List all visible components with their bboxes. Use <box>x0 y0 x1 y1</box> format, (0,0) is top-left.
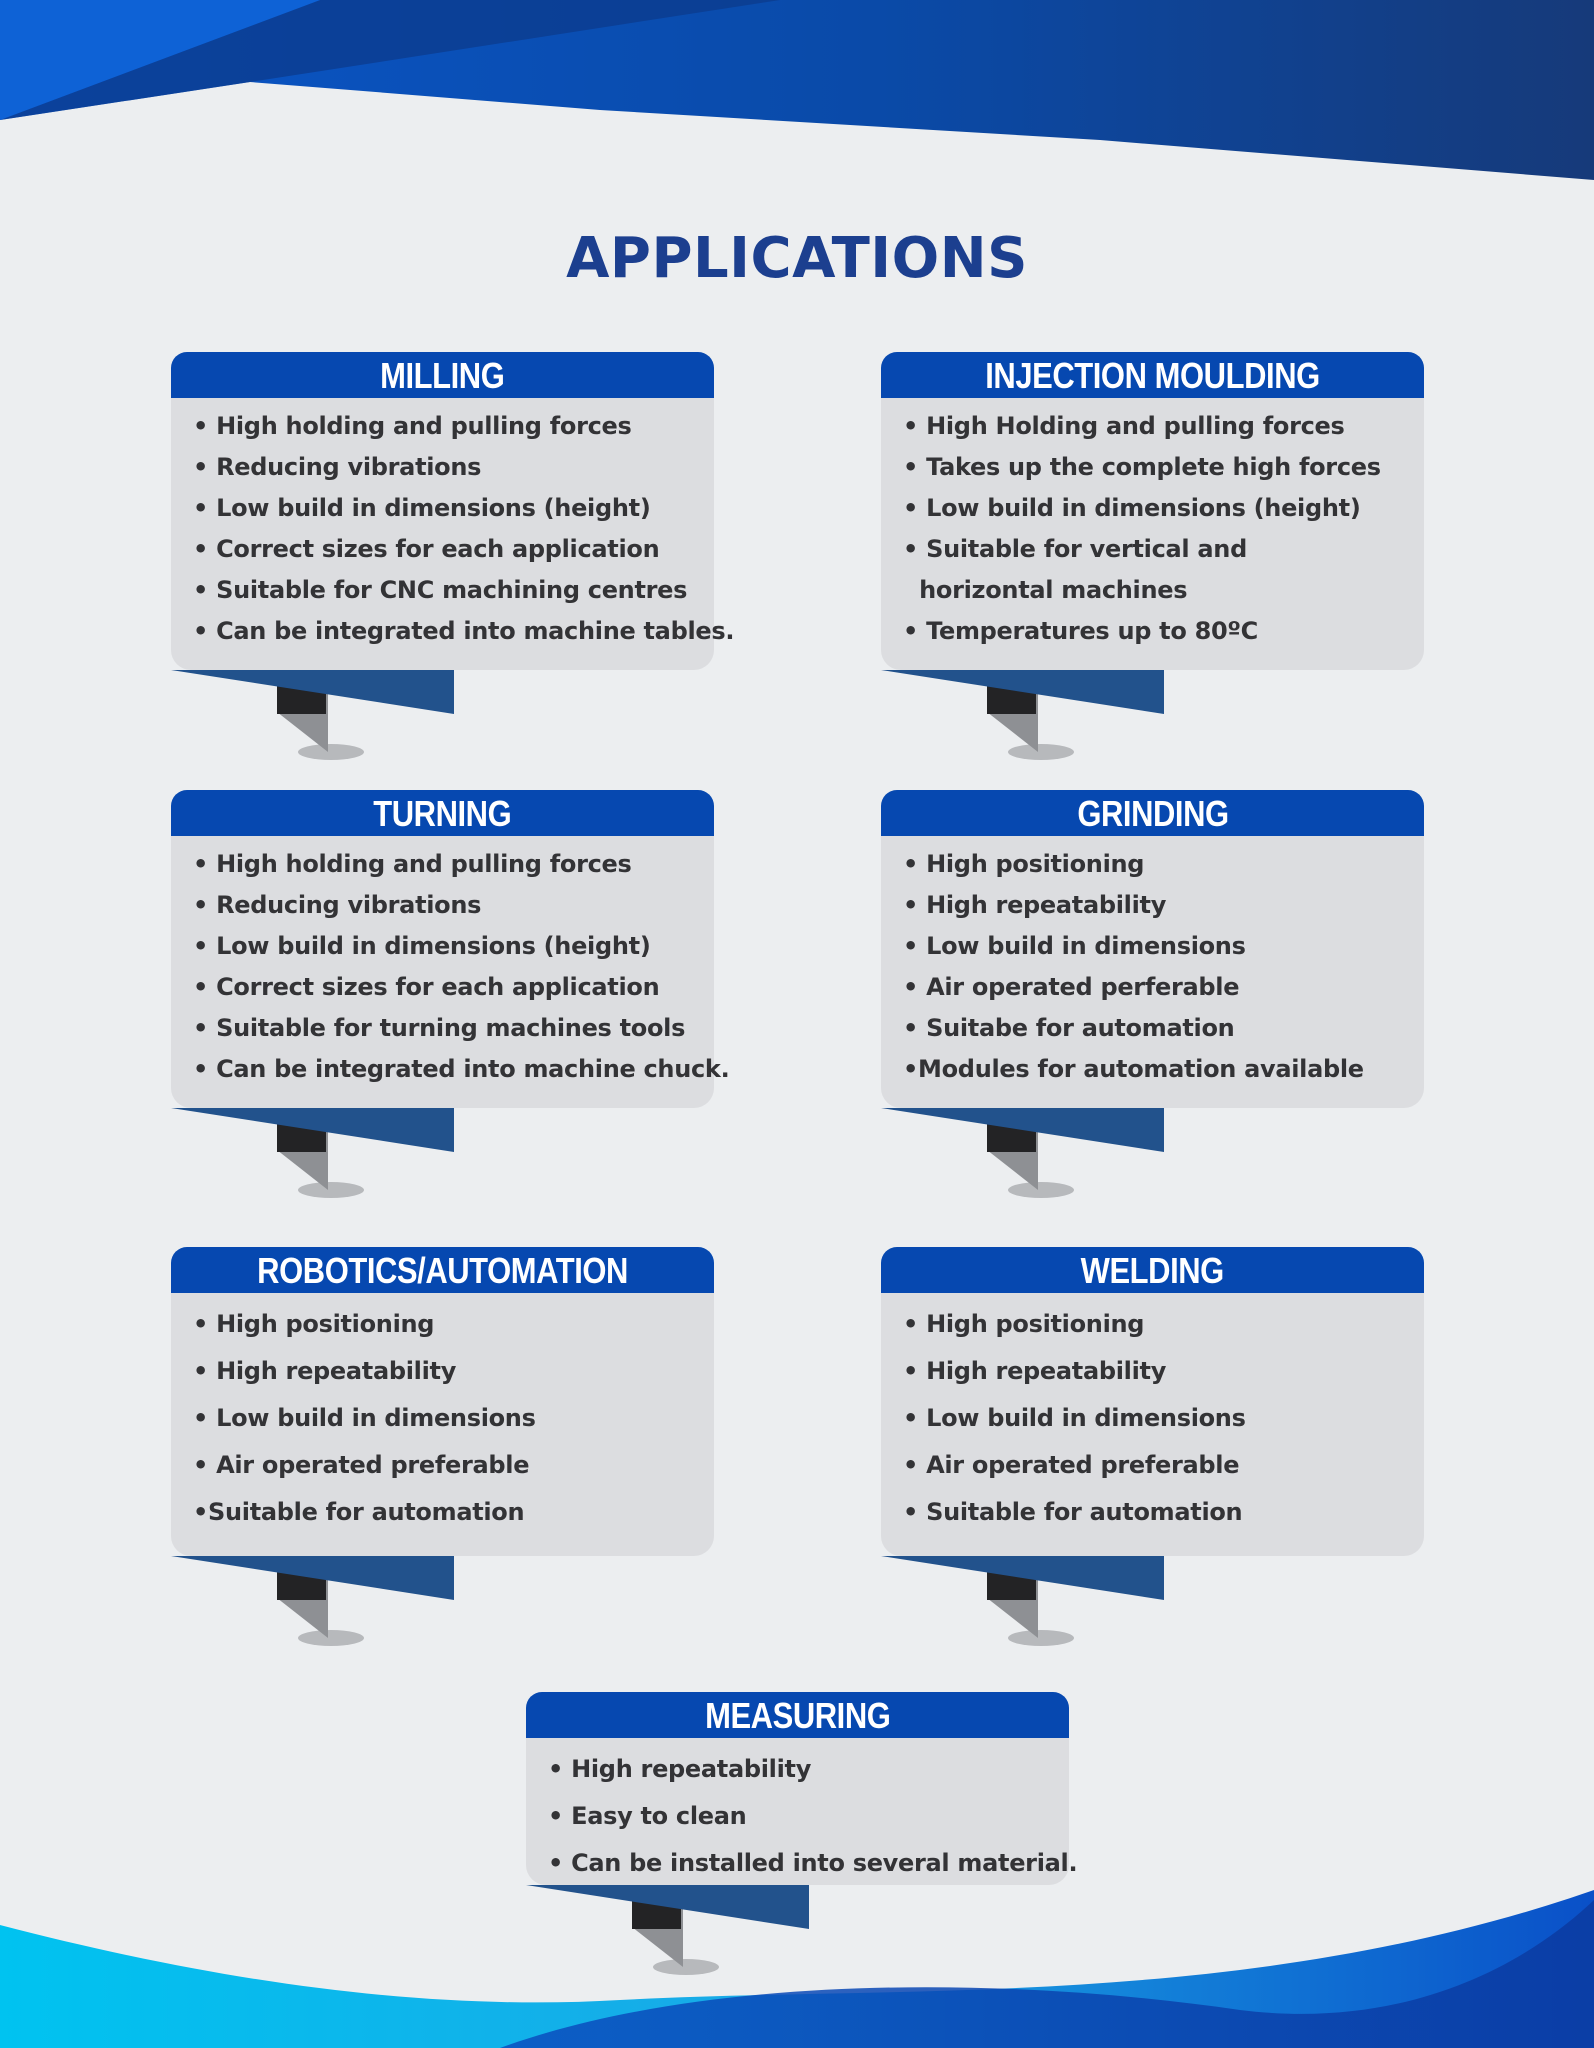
list-item: • High holding and pulling forces <box>193 850 632 878</box>
card-body <box>526 1738 1078 1885</box>
card-header <box>171 352 714 398</box>
card-title: WELDING <box>1080 1250 1225 1291</box>
card-title: MEASURING <box>704 1695 891 1736</box>
card-body <box>881 836 1424 1108</box>
bullet-list <box>903 1301 1406 1536</box>
list-item: • High positioning <box>903 1310 1145 1338</box>
list-item: • High Holding and pulling forces <box>903 412 1345 440</box>
ribbon-fold-decoration <box>881 1108 1171 1200</box>
list-item: • High holding and pulling forces <box>193 412 632 440</box>
card-body <box>881 1293 1424 1556</box>
card-header <box>526 1692 1069 1738</box>
bullet-list <box>193 1301 696 1536</box>
list-item: • Air operated preferable <box>193 1451 530 1479</box>
list-item: •Modules for automation available <box>903 1055 1364 1083</box>
card-milling <box>171 352 735 670</box>
list-item: • Low build in dimensions <box>193 1404 536 1432</box>
list-item: • Low build in dimensions (height) <box>903 494 1361 522</box>
list-item: • Suitabe for automation <box>903 1014 1235 1042</box>
card-header <box>171 1247 714 1293</box>
card-header <box>881 1247 1424 1293</box>
card-injection-moulding <box>881 352 1424 670</box>
card-body <box>881 398 1424 670</box>
list-item: • Air operated preferable <box>903 1451 1240 1479</box>
list-item: • Suitable for automation <box>903 1498 1243 1526</box>
card-body <box>171 836 730 1108</box>
card-title: GRINDING <box>1076 793 1229 834</box>
list-item: • Low build in dimensions <box>903 932 1246 960</box>
list-item: • Low build in dimensions <box>903 1404 1246 1432</box>
card-welding <box>881 1247 1424 1556</box>
card-title: MILLING <box>380 355 505 396</box>
card-body <box>171 398 735 670</box>
list-item: • High positioning <box>903 850 1145 878</box>
list-item: horizontal machines <box>903 576 1188 604</box>
list-item: • Correct sizes for each application <box>193 535 660 563</box>
list-item: • Reducing vibrations <box>193 453 482 481</box>
ribbon-fold-decoration <box>526 1885 816 1977</box>
card-header <box>881 352 1424 398</box>
list-item: • Takes up the complete high forces <box>903 453 1381 481</box>
ribbon-fold-decoration <box>881 670 1171 762</box>
list-item: • Correct sizes for each application <box>193 973 660 1001</box>
bullet-list <box>193 844 730 1090</box>
ribbon-fold-decoration <box>881 1556 1171 1648</box>
card-header <box>171 790 714 836</box>
card-turning <box>171 790 730 1108</box>
list-item: • High repeatability <box>903 891 1167 919</box>
list-item: • High repeatability <box>903 1357 1167 1385</box>
card-header <box>881 790 1424 836</box>
card-title: INJECTION MOULDING <box>985 355 1320 396</box>
list-item: • Can be integrated into machine tables. <box>193 617 735 645</box>
card-grinding <box>881 790 1424 1108</box>
bullet-list <box>548 1746 1078 1887</box>
bullet-list <box>903 844 1406 1090</box>
bullet-list <box>193 406 735 652</box>
list-item: • Reducing vibrations <box>193 891 482 919</box>
list-item: • Suitable for vertical and <box>903 535 1247 563</box>
page-title: APPLICATIONS <box>566 226 1028 291</box>
list-item: • Easy to clean <box>548 1802 747 1830</box>
ribbon-fold-decoration <box>171 1556 461 1648</box>
list-item: • Air operated perferable <box>903 973 1240 1001</box>
card-measuring <box>526 1692 1078 1885</box>
list-item: • Suitable for turning machines tools <box>193 1014 686 1042</box>
list-item: •Suitable for automation <box>193 1498 525 1526</box>
list-item: • Low build in dimensions (height) <box>193 494 651 522</box>
card-title: TURNING <box>373 793 512 834</box>
card-title: ROBOTICS/AUTOMATION <box>257 1250 628 1291</box>
ribbon-fold-decoration <box>171 1108 461 1200</box>
list-item: • Can be integrated into machine chuck. <box>193 1055 730 1083</box>
ribbon-fold-decoration <box>171 670 461 762</box>
list-item: • Temperatures up to 80ºC <box>903 617 1258 645</box>
list-item: • High repeatability <box>193 1357 457 1385</box>
bullet-list <box>903 406 1406 652</box>
list-item: • High repeatability <box>548 1755 812 1783</box>
card-body <box>171 1293 714 1556</box>
list-item: • Low build in dimensions (height) <box>193 932 651 960</box>
list-item: • Can be installed into several material. <box>548 1849 1078 1877</box>
top-wave-decoration <box>0 0 1594 200</box>
list-item: • Suitable for CNC machining centres <box>193 576 688 604</box>
list-item: • High positioning <box>193 1310 435 1338</box>
card-robotics-automation <box>171 1247 714 1556</box>
